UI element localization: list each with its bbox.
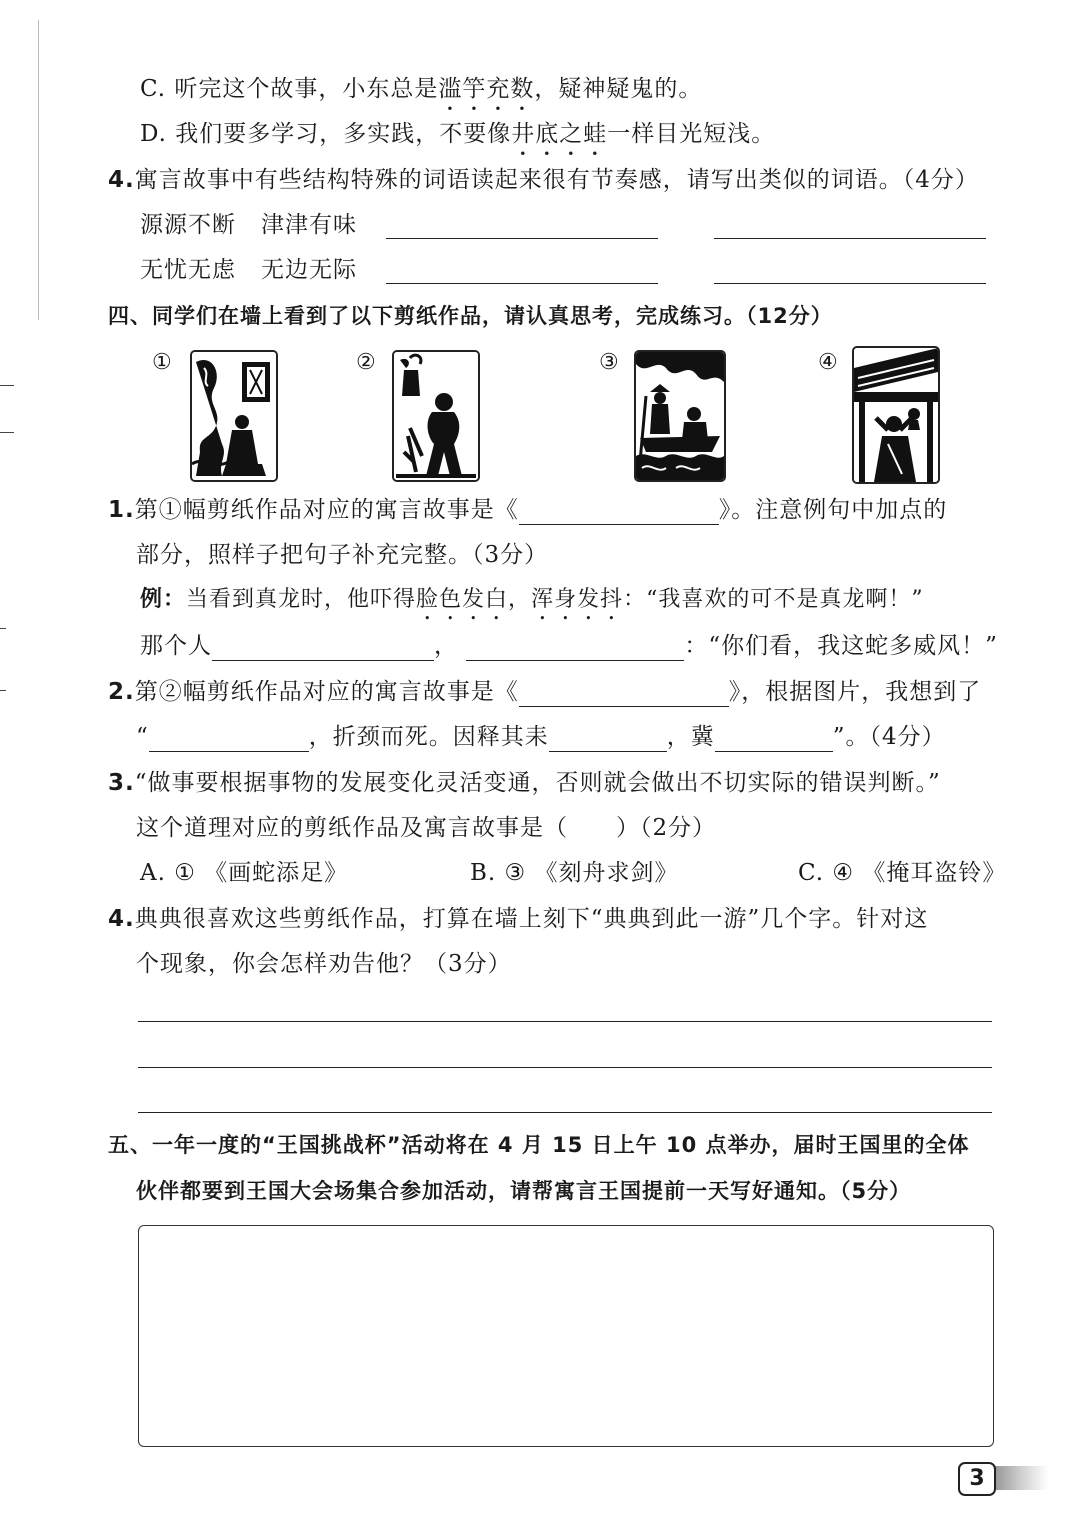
picture-label: ①	[152, 350, 172, 375]
notice-writing-box[interactable]	[138, 1225, 994, 1447]
page-number: 3	[958, 1462, 996, 1496]
fill-in-sentence: 那个人 ， ：“你们看，我这蛇多威风！”	[140, 633, 998, 659]
picture-label: ②	[356, 350, 376, 375]
option-c: C. 听完这个故事，小东总是滥竽充数，疑神疑鬼的。	[140, 76, 703, 102]
s4-question-3-line2: 这个道理对应的剪纸作品及寓言故事是（ ）（2分）	[136, 815, 717, 841]
answer-blank[interactable]	[386, 283, 658, 284]
binding-tick	[0, 690, 6, 691]
papercut-stump-image	[392, 350, 480, 482]
s4-question-1-line2: 部分，照样子把句子补充完整。（3分）	[136, 542, 549, 568]
question-4: 4.寓言故事中有些结构特殊的词语读起来很有节奏感，请写出类似的词语。（4分）	[108, 167, 979, 193]
answer-blank[interactable]	[212, 636, 434, 661]
s4-question-2: 2.第②幅剪纸作品对应的寓言故事是《 》，根据图片，我想到了	[108, 679, 982, 705]
s4-question-4: 4.典典很喜欢这些剪纸作品，打算在墙上刻下“典典到此一游”几个字。针对这	[108, 906, 929, 932]
option-d: D. 我们要多学习，多实践，不要像井底之蛙一样目光短浅。	[140, 121, 776, 147]
papercut-boat-image	[634, 350, 726, 482]
binding-tick	[0, 628, 6, 629]
answer-blank[interactable]	[386, 238, 658, 239]
s4-question-3: 3.“做事要根据事物的发展变化灵活变通，否则就会做出不切实际的错误判断。”	[108, 770, 941, 796]
example-sentence: 例：当看到真龙时，他吓得脸色发白，浑身发抖：“我喜欢的可不是真龙啊！”	[140, 587, 924, 612]
papercut-dragon-image	[190, 350, 278, 482]
s4-question-2-line2: “ ，折颈而死。因释其耒 ，冀 ”。（4分）	[136, 724, 946, 750]
section-5-line2: 伙伴都要到王国大会场集合参加活动，请帮寓言王国提前一天写好通知。（5分）	[136, 1179, 912, 1203]
option-c[interactable]: C. ④ 《掩耳盗铃》	[798, 860, 1007, 886]
answer-blank[interactable]	[466, 636, 684, 661]
word-example-row-1: 源源不断 津津有味	[140, 212, 357, 238]
writing-line[interactable]	[138, 1112, 992, 1113]
picture-label: ③	[599, 350, 619, 375]
picture-label: ④	[818, 350, 838, 375]
answer-blank[interactable]	[714, 238, 986, 239]
s4-question-1: 1.第①幅剪纸作品对应的寓言故事是《 》。注意例句中加点的	[108, 497, 948, 523]
answer-blank[interactable]	[715, 727, 833, 752]
papercut-bell-thief-image	[852, 346, 940, 484]
story-name-blank[interactable]	[519, 682, 729, 707]
section-5-heading: 五、一年一度的“王国挑战杯”活动将在 4 月 15 日上午 10 点举办，届时王国里的全体	[108, 1133, 970, 1157]
word-example-row-2: 无忧无虑 无边无际	[140, 257, 357, 283]
story-name-blank[interactable]	[519, 500, 719, 525]
binding-tick	[0, 432, 14, 433]
option-a[interactable]: A. ① 《画蛇添足》	[140, 860, 349, 886]
answer-blank[interactable]	[149, 727, 309, 752]
section-4-heading: 四、同学们在墙上看到了以下剪纸作品，请认真思考，完成练习。（12分）	[108, 304, 833, 328]
binding-tick	[0, 385, 14, 386]
binding-margin-line	[38, 20, 39, 320]
option-b[interactable]: B. ③ 《刻舟求剑》	[470, 860, 679, 886]
page-number-shade	[988, 1466, 1048, 1490]
writing-line[interactable]	[138, 1021, 992, 1022]
answer-blank[interactable]	[549, 727, 667, 752]
answer-blank[interactable]	[714, 283, 986, 284]
s4-question-4-line2: 个现象，你会怎样劝告他？（3分）	[136, 951, 512, 977]
page-number-tab	[958, 1462, 1048, 1494]
writing-line[interactable]	[138, 1067, 992, 1068]
